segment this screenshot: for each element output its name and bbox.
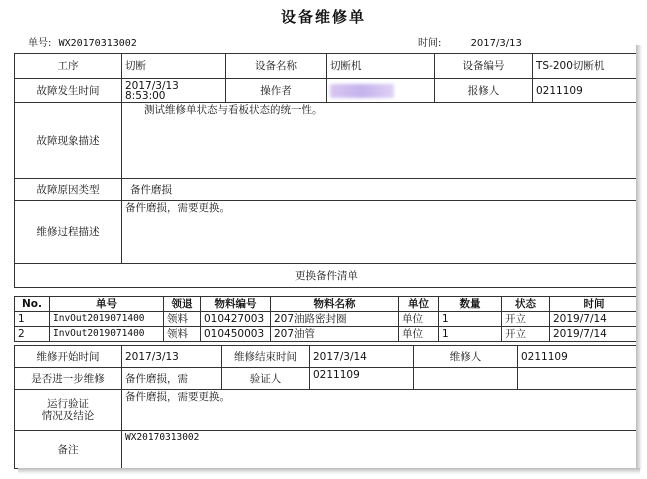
cell-status: 开立	[502, 327, 550, 342]
end-time-label: 维修结束时间	[222, 346, 310, 368]
process-value: 切断	[122, 54, 226, 79]
fault-time-value	[122, 79, 226, 103]
device-no-label: 设备编号	[435, 54, 533, 79]
operator-value	[327, 79, 435, 103]
info-table	[14, 53, 639, 288]
empty-cell	[518, 368, 639, 390]
order-time-label: 时间:	[418, 38, 442, 49]
further-repair-value: 备件磨损，需	[122, 368, 222, 390]
page-shadow-right	[636, 45, 642, 470]
cell-material-no: 010427003	[201, 312, 271, 327]
footer-table	[14, 345, 639, 469]
cell-status: 开立	[502, 312, 550, 327]
verifier-value: 0211109	[310, 368, 414, 390]
table-row	[15, 327, 639, 342]
table-row	[15, 312, 639, 327]
document-title: 设备维修单	[280, 8, 366, 26]
cell-material-no: 010450003	[201, 327, 271, 342]
process-desc-value: 备件磨损，需要更换。	[122, 201, 639, 264]
col-status: 状态	[502, 297, 550, 312]
order-time-value: 2017/3/13	[470, 38, 522, 49]
verify-value: 备件磨损，需要更换。	[122, 390, 639, 431]
verify-label	[15, 390, 122, 431]
further-repair-label: 是否进一步维修	[15, 368, 122, 390]
cell-time: 2019/7/14	[550, 327, 639, 342]
cause-type-label: 故障原因类型	[15, 179, 122, 201]
fault-time-date: 2017/3/13	[125, 79, 179, 92]
cell-type: 领料	[164, 327, 201, 342]
parts-table	[14, 296, 639, 342]
end-time-value: 2017/3/14	[310, 346, 414, 368]
fault-time-label: 故障发生时间	[15, 79, 122, 103]
col-time: 时间	[550, 297, 639, 312]
repairer-label: 维修人	[414, 346, 518, 368]
start-time-value: 2017/3/13	[122, 346, 222, 368]
cell-qty: 1	[439, 312, 502, 327]
cell-unit: 单位	[399, 327, 439, 342]
col-order: 单号	[50, 297, 164, 312]
cell-type: 领料	[164, 312, 201, 327]
col-no: No.	[15, 297, 50, 312]
operator-label: 操作者	[226, 79, 327, 103]
remark-value: WX20170313002	[122, 431, 639, 469]
order-time	[418, 34, 522, 49]
process-label: 工序	[15, 54, 122, 79]
cell-order: InvOut2019071400	[50, 312, 164, 327]
verify-label-line2: 情况及结论	[41, 410, 95, 422]
cell-unit: 单位	[399, 312, 439, 327]
verifier-label: 验证人	[222, 368, 310, 390]
empty-cell	[414, 368, 518, 390]
fault-desc-label: 故障现象描述	[15, 103, 122, 179]
cell-qty: 1	[439, 327, 502, 342]
device-no-value: TS-200切断机	[533, 54, 639, 79]
start-time-label: 维修开始时间	[15, 346, 122, 368]
remark-label: 备注	[15, 431, 122, 469]
col-material-no: 物料编号	[201, 297, 271, 312]
cause-type-value: 备件磨损	[122, 179, 639, 201]
fault-desc-value: 测试维修单状态与看板状态的统一性。	[122, 103, 639, 179]
col-unit: 单位	[399, 297, 439, 312]
col-material-name: 物料名称	[271, 297, 399, 312]
device-name-label: 设备名称	[226, 54, 327, 79]
cell-no: 1	[15, 312, 50, 327]
cell-order: InvOut2019071400	[50, 327, 164, 342]
fault-time-clock: 8:53:00	[125, 89, 166, 102]
redacted-operator	[330, 84, 394, 98]
cell-material-name: 207油管	[271, 327, 399, 342]
order-number-label: 单号:	[28, 38, 52, 49]
verify-label-line1: 运行验证	[47, 398, 89, 410]
cell-material-name: 207油路密封圈	[271, 312, 399, 327]
order-number-value: WX20170313002	[58, 38, 137, 49]
page-shadow-bottom	[18, 468, 640, 474]
device-name-value: 切断机	[327, 54, 435, 79]
cell-time: 2019/7/14	[550, 312, 639, 327]
cell-no: 2	[15, 327, 50, 342]
order-number	[28, 34, 137, 49]
process-desc-label: 维修过程描述	[15, 201, 122, 264]
col-type: 领退	[164, 297, 201, 312]
reporter-label: 报修人	[435, 79, 533, 103]
parts-header-row	[15, 297, 639, 312]
reporter-value: 0211109	[533, 79, 639, 103]
parts-title: 更换备件清单	[15, 264, 639, 288]
repairer-value: 0211109	[518, 346, 639, 368]
col-qty: 数量	[439, 297, 502, 312]
